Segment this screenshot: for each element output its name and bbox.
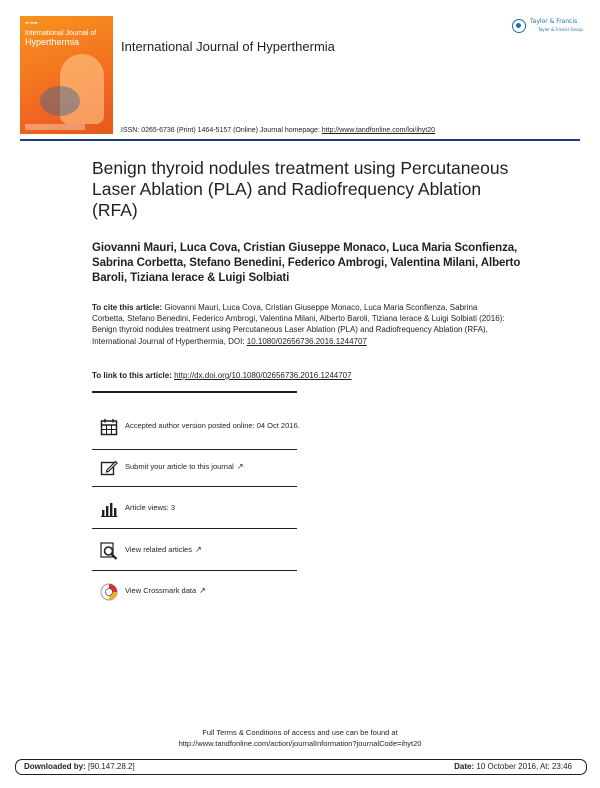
publisher-logo-icon: [512, 19, 526, 33]
crossmark-item[interactable]: [100, 583, 300, 603]
journal-title: International Journal of Hyperthermia: [121, 39, 335, 54]
item-separator: [92, 570, 297, 571]
cover-journal-line-2: Hyperthermia: [25, 37, 80, 47]
accepted-version-item: [100, 418, 300, 442]
external-link-icon: ↗: [194, 545, 202, 554]
date-value: 10 October 2016, At: 23:46: [474, 762, 572, 771]
magnifier-icon: [100, 542, 118, 560]
crossmark-label: View Crossmark data: [125, 586, 197, 595]
article-link-row: [92, 371, 352, 380]
item-separator: [92, 528, 297, 529]
header-divider: [20, 139, 580, 141]
article-url-link[interactable]: http://dx.doi.org/10.1080/02656736.2016.1244707: [174, 371, 352, 380]
journal-cover-image: [20, 16, 113, 134]
item-separator: [92, 486, 297, 487]
article-title: Benign thyroid nodules treatment using Percutaneous Laser Ablation (PLA) and Radiofrequency Ablation (RFA): [92, 158, 509, 220]
cover-title: [25, 30, 96, 48]
download-date: [454, 762, 572, 771]
related-articles-link[interactable]: [125, 545, 300, 555]
calendar-icon: [100, 418, 118, 436]
link-label: To link to this article:: [92, 371, 175, 380]
issn-text: ISSN: 0265-6736 (Print) 1464-5157 (Online) Journal homepage:: [121, 127, 322, 134]
downloaded-label: Downloaded by:: [24, 762, 86, 771]
cover-journal-line-1: International Journal of: [25, 30, 97, 37]
submit-article-item[interactable]: [100, 459, 300, 479]
publisher-sub: Taylor & Francis Group: [538, 27, 583, 32]
doi-link[interactable]: 10.1080/02656736.2016.1244707: [246, 336, 367, 346]
terms-url-link[interactable]: http://www.tandfonline.com/action/journalInformation?journalCode=ihyt20: [178, 739, 422, 748]
citation-text: Giovanni Mauri, Luca Cova, Cristian Giuseppe Monaco, Luca Maria Sconfienza, Sabrina Corbetta, Stefano Benedini, Federico Ambrogi, Valentina Milani, Alberto Baroli, Tiziana Ierace & Luigi Solbiati (2016): Benign thyroid nodules treatment using Percutaneous Laser Ablation (PLA) and Radiofrequency Ablation (RFA), International Journal of Hyperthermia, DOI:: [92, 303, 505, 346]
external-link-icon: ↗: [236, 462, 244, 471]
citation-label: To cite this article:: [92, 303, 163, 312]
article-views-text: Article views: 3: [125, 503, 176, 512]
downloaded-by: [24, 762, 135, 771]
external-link-icon: ↗: [199, 586, 206, 595]
cover-header-strip: ▬ ▬▬: [25, 20, 38, 25]
item-separator: [92, 449, 297, 450]
submit-article-link[interactable]: [125, 462, 300, 472]
cover-scan-image: [40, 86, 80, 116]
edit-icon: [100, 459, 118, 477]
download-info-bar: [15, 759, 587, 775]
related-articles-item[interactable]: [100, 542, 300, 562]
publisher-name: Taylor & Francis: [530, 18, 578, 25]
submit-article-label: Submit your article to this journal: [125, 462, 234, 471]
article-views-item: [100, 500, 300, 520]
terms-block: [0, 727, 600, 749]
citation-block: [92, 302, 512, 347]
journal-homepage-link[interactable]: http://www.tandfonline.com/loi/ihyt20: [321, 127, 436, 134]
crossmark-link[interactable]: [125, 586, 300, 596]
bar-chart-icon: [100, 500, 118, 518]
terms-line-1: Full Terms & Conditions of access and use can be found at: [202, 728, 398, 737]
downloaded-value: [90.147.28.2]: [85, 762, 135, 771]
article-authors: Giovanni Mauri, Luca Cova, Cristian Giuseppe Monaco, Luca Maria Sconfienza, Sabrina Corbetta, Stefano Benedini, Federico Ambrogi, Valentina Milani, Alberto Baroli, Tiziana Ierace & Luigi Solbiati: [92, 242, 521, 284]
cover-footer-strip: [25, 124, 85, 130]
related-articles-label: View related articles: [125, 545, 192, 554]
crossmark-icon: [100, 583, 118, 601]
issn-line: [121, 127, 435, 134]
publisher-logo[interactable]: [512, 18, 582, 36]
accepted-version-text: Accepted author version posted online: 04 Oct 2016.: [125, 421, 300, 430]
links-divider: [92, 391, 297, 393]
date-label: Date:: [454, 762, 475, 771]
